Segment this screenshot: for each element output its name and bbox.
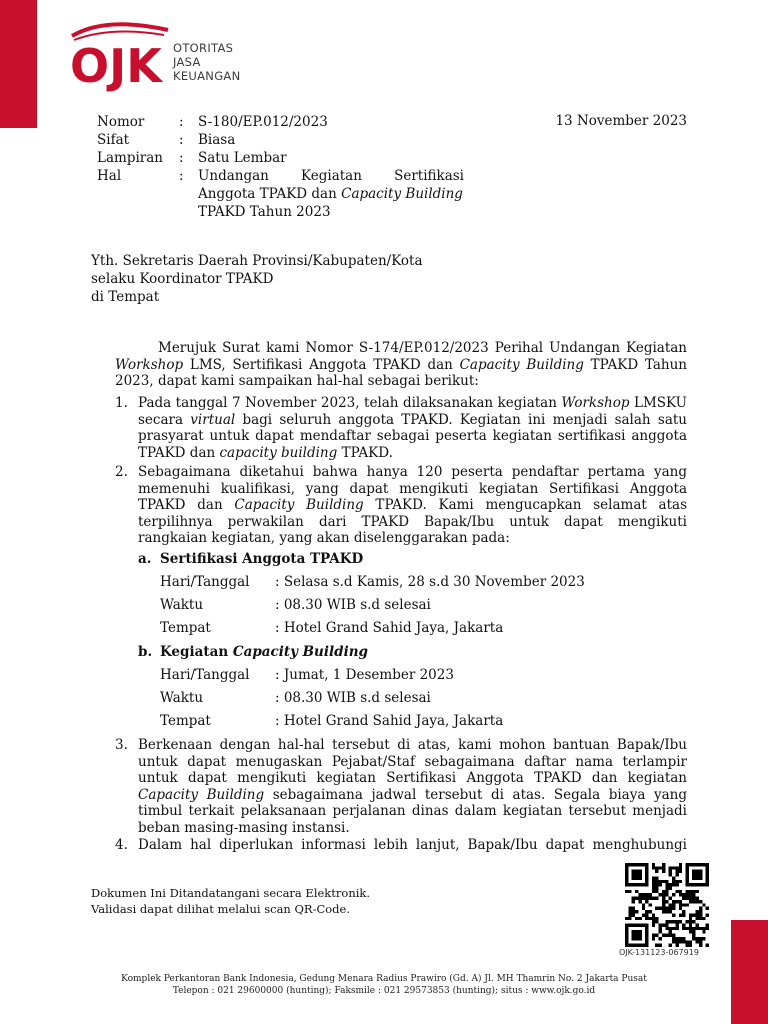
colon: : (179, 168, 184, 184)
hal-line-2: Anggota TPAKD dan Capacity Building (198, 186, 463, 202)
logo-line-1: OTORITAS (173, 41, 234, 55)
logo-brand-text: OJK (70, 39, 162, 92)
letter-date: 13 November 2023 (555, 113, 687, 129)
esign-line-2: Validasi dapat dilihat melalui scan QR-Code. (91, 902, 351, 916)
logo-line-2: JASA (173, 55, 201, 69)
address-line-2: selaku Koordinator TPAKD (91, 271, 274, 287)
logo-wordmark (173, 41, 240, 83)
hal-line-1: Undangan Kegiatan Sertifikasi (198, 168, 464, 184)
red-accent-bar-bottom (731, 920, 768, 1024)
address-line-1: Yth. Sekretaris Daerah Provinsi/Kabupaten/Kota (91, 253, 423, 269)
address-line-3: di Tempat (91, 289, 160, 305)
logo-line-3: KEUANGAN (173, 69, 241, 83)
sifat-value: Biasa (198, 132, 236, 148)
event-a-title: a. Sertifikasi Anggota TPAKD (138, 551, 364, 567)
colon: : (179, 114, 184, 130)
colon: : (179, 132, 184, 148)
lampiran-value: Satu Lembar (198, 150, 287, 166)
qr-id-label: OJK-131123-067919 (619, 948, 699, 957)
event-b-title: b. Kegiatan Capacity Building (138, 644, 368, 660)
esign-line-1: Dokumen Ini Ditandatangani secara Elektronik. (91, 886, 371, 900)
red-accent-bar-top (0, 0, 37, 128)
intro-paragraph: Merujuk Surat kami Nomor S-174/EP.012/2023 Perihal Undangan Kegiatan Workshop LMS, Sertifikasi Anggota TPAKD dan Capacity Building TPAKD Tahun 2023, dapat kami sampaikan hal-hal sebagai berikut: (115, 340, 687, 389)
colon: : (179, 150, 184, 166)
qr-code-icon[interactable] (620, 863, 714, 947)
recipient-address (91, 252, 423, 306)
footer-contact: Telepon : 021 29600000 (hunting); Faksmile : 021 29573853 (hunting); situs : www.ojk.go.id (172, 986, 596, 996)
esign-note (91, 885, 370, 917)
hal-line-3: TPAKD Tahun 2023 (198, 204, 331, 220)
hal-label: Hal (97, 168, 122, 184)
nomor-value: S-180/EP.012/2023 (198, 114, 328, 130)
lampiran-label: Lampiran (97, 150, 163, 166)
sifat-label: Sifat (97, 132, 130, 148)
footer-address: Komplek Perkantoran Bank Indonesia, Gedung Menara Radius Prawiro (Gd. A) Jl. MH Thamrin No. 2 Jakarta Pusat (121, 974, 647, 984)
nomor-label: Nomor (97, 114, 145, 130)
